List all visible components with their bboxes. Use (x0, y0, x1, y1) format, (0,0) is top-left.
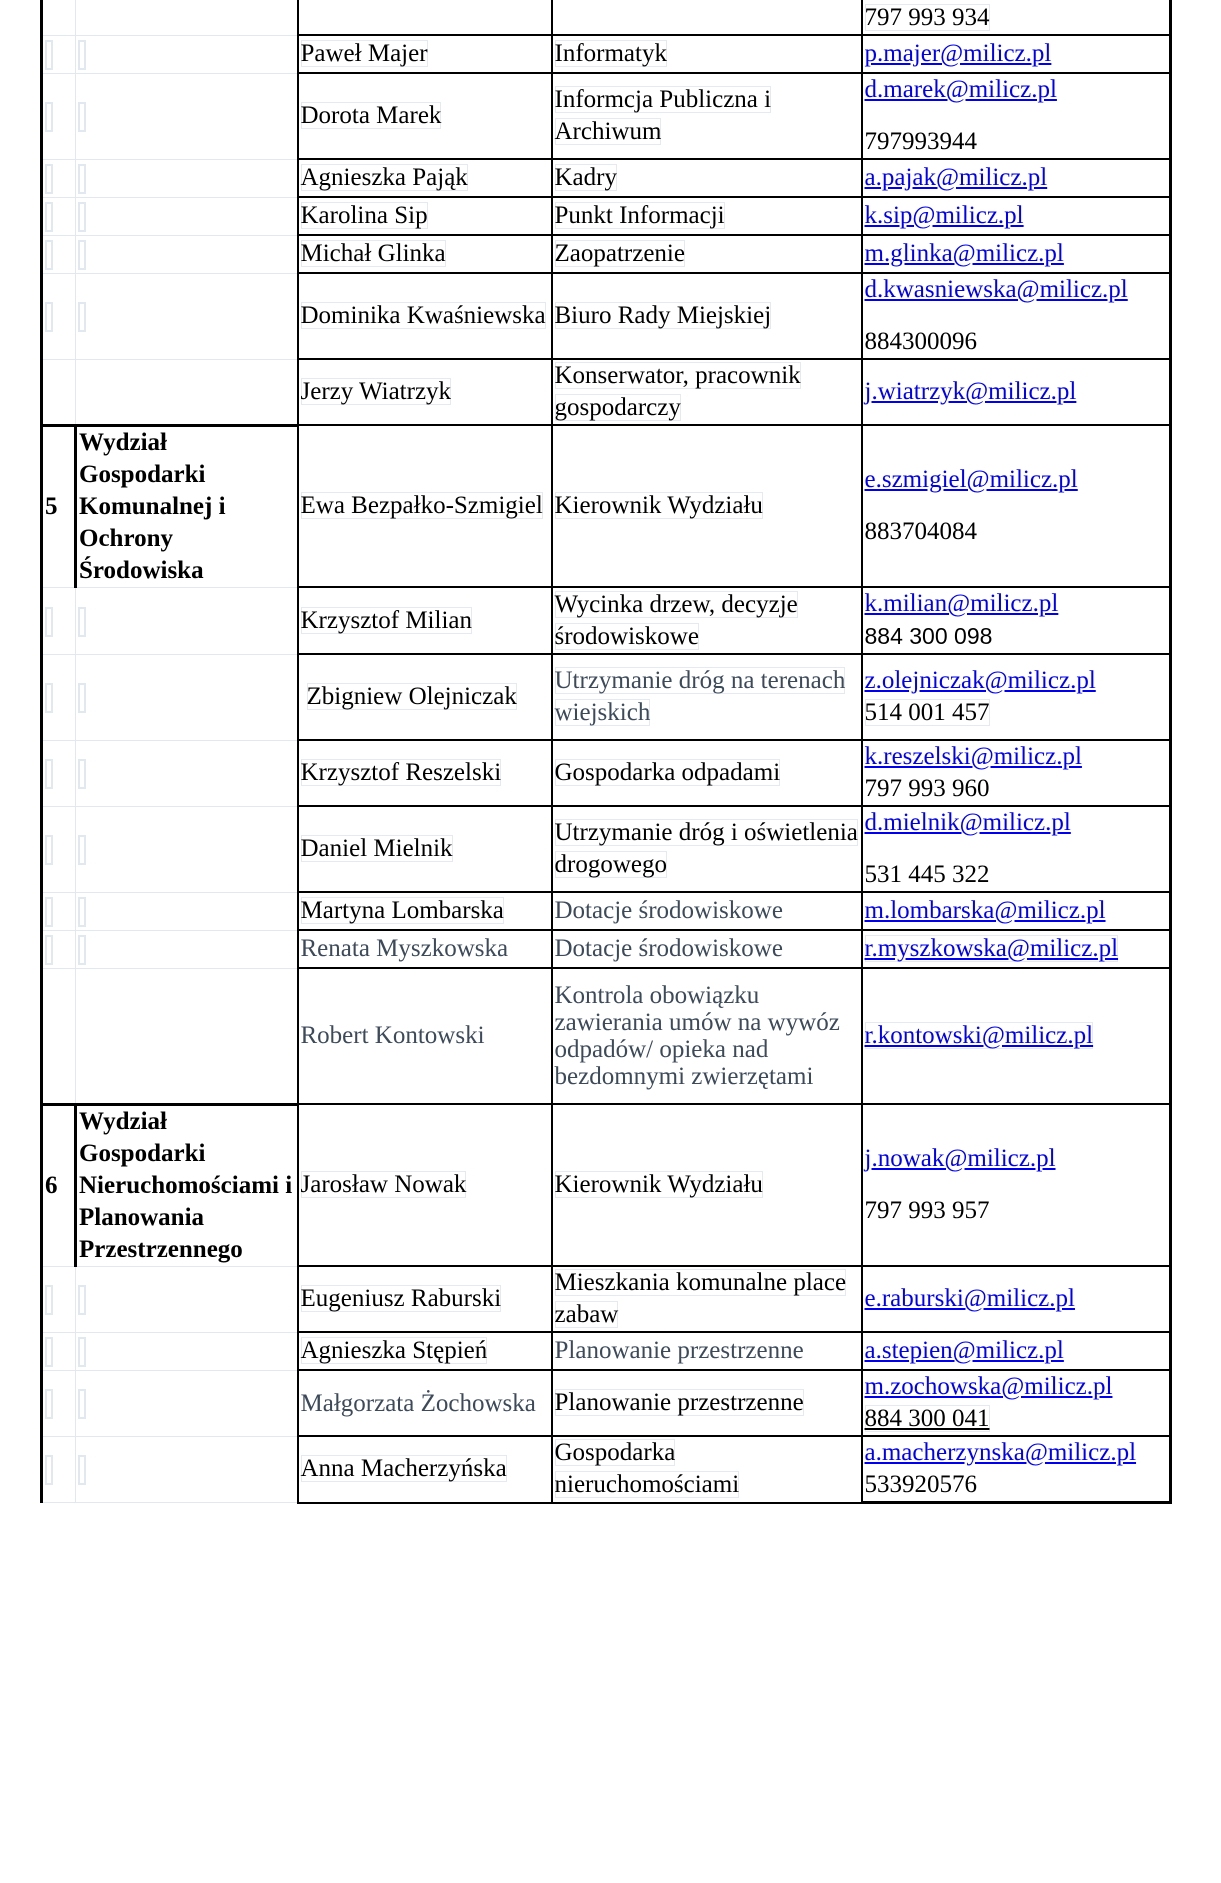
name-cell: Dominika Kwaśniewska (298, 273, 552, 359)
row-number-cell (42, 740, 76, 806)
email-link[interactable]: m.zochowska@milicz.pl (864, 1373, 1113, 1400)
role-cell: Kontrola obowiązku zawierania umów na wywóz odpadów/ opieka nad bezdomnymi zwierzętami (552, 968, 862, 1104)
department-cell (76, 654, 298, 740)
contact-cell (862, 654, 1171, 740)
role-cell: Planowanie przestrzenne (552, 1332, 862, 1370)
empty-placeholder-icon (78, 607, 86, 637)
name-cell: Karolina Sip (298, 197, 552, 235)
row-number-cell (42, 892, 76, 930)
empty-placeholder-icon (45, 607, 53, 637)
empty-placeholder-icon (45, 897, 53, 927)
name-cell: Małgorzata Żochowska (298, 1370, 552, 1436)
name-cell: Daniel Mielnik (298, 806, 552, 892)
empty-placeholder-icon (78, 40, 86, 70)
name-cell: Martyna Lombarska (298, 892, 552, 930)
name-cell: Zbigniew Olejniczak (298, 654, 552, 740)
empty-placeholder-icon (45, 1389, 53, 1419)
role-cell: Utrzymanie dróg na terenach wiejskich (552, 654, 862, 740)
name-cell: Paweł Majer (298, 35, 552, 73)
table-row (42, 235, 1171, 273)
department-header-row (42, 1104, 1171, 1266)
empty-placeholder-icon (78, 102, 86, 132)
contact-cell (862, 930, 1171, 968)
name-cell (298, 0, 552, 35)
empty-placeholder-icon (78, 1455, 86, 1485)
name-cell: Michał Glinka (298, 235, 552, 273)
row-number-cell (42, 235, 76, 273)
phone-number: 533920576 (864, 1471, 977, 1498)
contact-cell (862, 1266, 1171, 1332)
role-cell: Zaopatrzenie (552, 235, 862, 273)
row-number-cell (42, 1266, 76, 1332)
phone-number: 884300096 (864, 328, 977, 355)
contact-cell (862, 359, 1171, 425)
table-row (42, 73, 1171, 159)
empty-placeholder-icon (45, 164, 53, 194)
name-cell: Eugeniusz Raburski (298, 1266, 552, 1332)
contact-cell (862, 73, 1171, 159)
empty-placeholder-icon (78, 759, 86, 789)
department-name: Wydział Gospodarki Nieruchomościami i Planowania Przestrzennego (76, 1104, 298, 1266)
email-link[interactable]: m.lombarska@milicz.pl (864, 897, 1106, 924)
empty-placeholder-icon (45, 935, 53, 965)
empty-placeholder-icon (45, 759, 53, 789)
row-number-cell (42, 159, 76, 197)
contact-cell (862, 968, 1171, 1104)
empty-placeholder-icon (78, 935, 86, 965)
department-cell (76, 1436, 298, 1503)
empty-placeholder-icon (45, 1285, 53, 1315)
table-row (42, 273, 1171, 359)
department-cell (76, 806, 298, 892)
name-cell: Jarosław Nowak (298, 1104, 552, 1266)
email-link[interactable]: k.milian@milicz.pl (864, 590, 1059, 617)
row-number-cell (42, 587, 76, 654)
table-row (42, 930, 1171, 968)
role-cell: Kierownik Wydziału (552, 425, 862, 587)
empty-placeholder-icon (78, 1285, 86, 1315)
contact-cell (862, 587, 1171, 654)
department-cell (76, 587, 298, 654)
empty-placeholder-icon (78, 164, 86, 194)
table-row (42, 740, 1171, 806)
department-number: 6 (42, 1104, 76, 1266)
department-cell (76, 892, 298, 930)
row-number-cell (42, 654, 76, 740)
row-number-cell (42, 197, 76, 235)
email-link[interactable]: d.marek@milicz.pl (864, 76, 1057, 103)
empty-placeholder-icon (78, 240, 86, 270)
contact-cell (862, 159, 1171, 197)
empty-placeholder-icon (45, 202, 53, 232)
phone-number: 797 993 957 (864, 1197, 990, 1224)
table-row (42, 892, 1171, 930)
empty-placeholder-icon (78, 1389, 86, 1419)
email-link[interactable]: k.reszelski@milicz.pl (864, 743, 1082, 770)
name-cell: Agnieszka Stępień (298, 1332, 552, 1370)
empty-placeholder-icon (45, 1455, 53, 1485)
role-cell: Biuro Rady Miejskiej (552, 273, 862, 359)
table-row (42, 35, 1171, 73)
row-number-cell (42, 1332, 76, 1370)
contact-cell (862, 1370, 1171, 1436)
phone-number: 884 300 041 (864, 1405, 990, 1432)
empty-placeholder-icon (78, 302, 86, 332)
name-cell: Jerzy Wiatrzyk (298, 359, 552, 425)
table-row (42, 1266, 1171, 1332)
role-cell: Kadry (552, 159, 862, 197)
table-row (42, 806, 1171, 892)
row-number-cell (42, 968, 76, 1104)
email-link[interactable]: e.szmigiel@milicz.pl (864, 466, 1078, 493)
table-row (42, 968, 1171, 1104)
role-cell: Planowanie przestrzenne (552, 1370, 862, 1436)
role-cell: Informcja Publiczna i Archiwum (552, 73, 862, 159)
empty-placeholder-icon (78, 202, 86, 232)
row-number-cell (42, 806, 76, 892)
name-cell: Anna Macherzyńska (298, 1436, 552, 1503)
table-row (42, 0, 1171, 35)
phone-number: 531 445 322 (864, 861, 990, 888)
table-row (42, 359, 1171, 425)
email-link[interactable]: p.majer@milicz.pl (864, 40, 1052, 67)
role-cell: Konserwator, pracownik gospodarczy (552, 359, 862, 425)
contact-cell (862, 1436, 1171, 1503)
role-cell: Utrzymanie dróg i oświetlenia drogowego (552, 806, 862, 892)
department-cell (76, 930, 298, 968)
department-cell (76, 968, 298, 1104)
role-cell: Dotacje środowiskowe (552, 892, 862, 930)
empty-placeholder-icon (45, 683, 53, 713)
department-cell (76, 0, 298, 35)
empty-placeholder-icon (45, 835, 53, 865)
staff-directory-table (40, 0, 1172, 1504)
department-name: Wydział Gospodarki Komunalnej i Ochrony Środowiska (76, 425, 298, 587)
row-number-cell (42, 930, 76, 968)
table-row (42, 587, 1171, 654)
contact-cell (862, 806, 1171, 892)
phone-number: 797 993 934 (864, 4, 990, 31)
row-number-cell (42, 1436, 76, 1503)
contact-cell (862, 425, 1171, 587)
department-cell (76, 1266, 298, 1332)
department-cell (76, 1332, 298, 1370)
phone-number: 884 300 098 (864, 623, 993, 649)
table-row (42, 1370, 1171, 1436)
email-link[interactable]: a.pajak@milicz.pl (864, 164, 1048, 191)
department-cell (76, 273, 298, 359)
name-cell: Robert Kontowski (298, 968, 552, 1104)
role-cell (552, 0, 862, 35)
department-cell (76, 197, 298, 235)
department-cell (76, 359, 298, 425)
row-number-cell (42, 0, 76, 35)
department-cell (76, 740, 298, 806)
contact-cell (862, 235, 1171, 273)
contact-cell (862, 740, 1171, 806)
role-cell: Mieszkania komunalne place zabaw (552, 1266, 862, 1332)
email-link[interactable]: k.sip@milicz.pl (864, 202, 1024, 229)
table-row (42, 159, 1171, 197)
email-link[interactable]: j.nowak@milicz.pl (864, 1145, 1056, 1172)
email-link[interactable]: d.mielnik@milicz.pl (864, 809, 1071, 836)
name-cell: Ewa Bezpałko-Szmigiel (298, 425, 552, 587)
phone-number: 514 001 457 (864, 699, 990, 726)
name-cell: Renata Myszkowska (298, 930, 552, 968)
name-cell: Krzysztof Reszelski (298, 740, 552, 806)
contact-cell (862, 35, 1171, 73)
email-link[interactable]: e.raburski@milicz.pl (864, 1285, 1075, 1312)
email-link[interactable]: m.glinka@milicz.pl (864, 240, 1064, 267)
role-cell: Informatyk (552, 35, 862, 73)
role-cell: Gospodarka odpadami (552, 740, 862, 806)
role-cell: Gospodarka nieruchomościami (552, 1436, 862, 1503)
department-cell (76, 35, 298, 73)
name-cell: Krzysztof Milian (298, 587, 552, 654)
empty-placeholder-icon (45, 102, 53, 132)
table-row (42, 654, 1171, 740)
email-link[interactable]: a.stepien@milicz.pl (864, 1337, 1064, 1364)
empty-placeholder-icon (45, 1337, 53, 1367)
contact-cell (862, 273, 1171, 359)
phone-number: 883704084 (864, 518, 977, 545)
phone-number: 797993944 (864, 128, 977, 155)
row-number-cell (42, 273, 76, 359)
name-cell: Agnieszka Pająk (298, 159, 552, 197)
empty-placeholder-icon (45, 40, 53, 70)
row-number-cell (42, 1370, 76, 1436)
empty-placeholder-icon (78, 1337, 86, 1367)
email-link[interactable]: r.kontowski@milicz.pl (864, 1022, 1094, 1049)
row-number-cell (42, 73, 76, 159)
empty-placeholder-icon (78, 897, 86, 927)
email-link[interactable]: z.olejniczak@milicz.pl (864, 667, 1096, 694)
empty-placeholder-icon (78, 683, 86, 713)
contact-cell (862, 197, 1171, 235)
email-link[interactable]: j.wiatrzyk@milicz.pl (864, 378, 1077, 405)
table-row (42, 197, 1171, 235)
email-link[interactable]: d.kwasniewska@milicz.pl (864, 276, 1128, 303)
department-cell (76, 1370, 298, 1436)
table-row (42, 1436, 1171, 1503)
email-link[interactable]: r.myszkowska@milicz.pl (864, 935, 1119, 962)
department-number: 5 (42, 425, 76, 587)
email-link[interactable]: a.macherzynska@milicz.pl (864, 1439, 1137, 1466)
contact-cell (862, 1332, 1171, 1370)
empty-placeholder-icon (78, 835, 86, 865)
contact-cell (862, 892, 1171, 930)
department-cell (76, 159, 298, 197)
phone-number: 797 993 960 (864, 775, 990, 802)
department-cell (76, 235, 298, 273)
role-cell: Kierownik Wydziału (552, 1104, 862, 1266)
table-row (42, 1332, 1171, 1370)
name-cell: Dorota Marek (298, 73, 552, 159)
contact-cell (862, 1104, 1171, 1266)
role-cell: Wycinka drzew, decyzje środowiskowe (552, 587, 862, 654)
department-header-row (42, 425, 1171, 587)
row-number-cell (42, 359, 76, 425)
role-cell: Punkt Informacji (552, 197, 862, 235)
department-cell (76, 73, 298, 159)
row-number-cell (42, 35, 76, 73)
role-cell: Dotacje środowiskowe (552, 930, 862, 968)
empty-placeholder-icon (45, 302, 53, 332)
contact-cell (862, 0, 1171, 35)
empty-placeholder-icon (45, 240, 53, 270)
